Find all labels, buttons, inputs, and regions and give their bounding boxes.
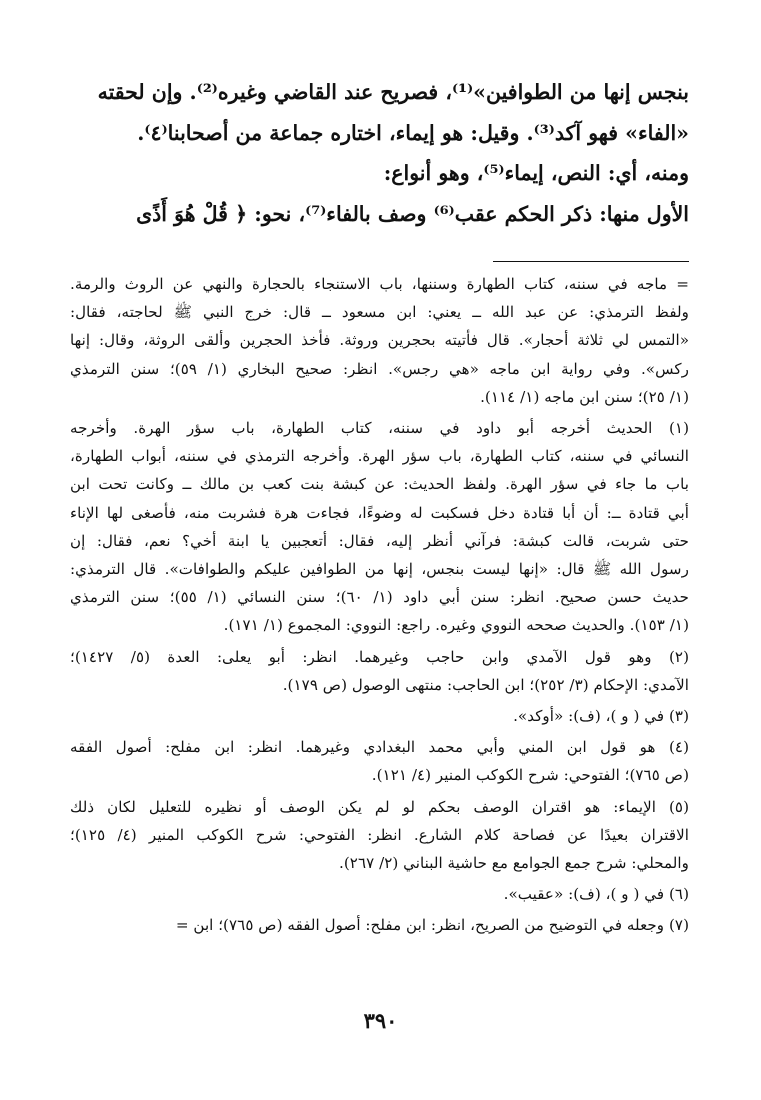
footnote	[70, 880, 689, 908]
footnote	[70, 270, 689, 411]
footnote-line: (٥) الإيماء: هو اقتران الوصف بحكم لو لم يكن الوصف أو نظيره للتعليل لكان ذلك	[70, 797, 689, 816]
footnote-line: (٤) هو قول ابن المني وأبي محمد البغدادي وغيرهما. انظر: ابن مفلح: أصول الفقه	[70, 738, 689, 757]
footnote-line: «التمس لي ثلاثة أحجار». قال فأتيته بحجرين وروثة. فأخذ الحجرين وألقى الروثة، وقال: إنها	[70, 331, 689, 350]
footnote-line: (١/ ١٥٣). والحديث صححه النووي وغيره. راجع: النووي: المجموع (١/ ١٧١).	[223, 616, 689, 635]
footnote-line: حديث حسن صحيح. انظر: سنن أبي داود (١/ ٦٠)؛ سنن النسائي (١/ ٥٥)؛ سنن الترمذي	[70, 588, 689, 607]
footnote-separator	[493, 261, 689, 262]
footnote-line: (١) الحديث أخرجه أبو داود في سننه، كتاب الطهارة، باب سؤر الهرة. وأخرجه	[70, 419, 689, 438]
main-line: الأول منها: ذكر الحكم عقب⁽⁶⁾ وصف بالفاء⁽⁷⁾، نحو: ﴿ قُلْ هُوَ أَذًى	[136, 201, 689, 226]
footnote-line: (٦) في ( و )، (ف): «عقيب».	[503, 885, 689, 904]
footnote-line: ولفظ الترمذي: عن عبد الله ــ يعني: ابن مسعود ــ قال: خرج النبي ﷺ لحاجته، فقال:	[70, 303, 689, 322]
footnote-line: الاقتران بعيدًا عن فصاحة كلام الشارع. انظر: الفتوحي: شرح الكوكب المنير (٤/ ١٢٥)؛	[70, 825, 689, 844]
footnote	[70, 733, 689, 789]
footnote-line: ركس». وفي رواية ابن ماجه «هي رجس». انظر: صحيح البخاري (١/ ٥٩)؛ سنن الترمذي	[70, 359, 689, 378]
footnote-line: = ماجه في سننه، كتاب الطهارة وسننها، باب الاستنجاء بالحجارة والنهي عن الروث والرمة.	[70, 275, 689, 293]
footnote-line: (٧) وجعله في التوضيح من الصريح، انظر: ابن مفلح: أصول الفقه (ص ٧٦٥)؛ ابن =	[175, 916, 689, 935]
footnote-line: (٣) في ( و )، (ف): «أوكد».	[513, 707, 689, 726]
footnote	[70, 702, 689, 730]
footnote	[70, 414, 689, 640]
footnote	[70, 911, 689, 939]
footnote-line: حتى شربت، قالت كبشة: فرآني أنظر إليه، فقال: أتعجبين يا ابنة أخي؟ نعم، فقال: إن	[70, 531, 689, 550]
footnote-line: أبي قتادة ــ: أن أبا قتادة دخل فسكبت له وضوءًا، فجاءت هرة فشربت منه، فأصغى لها الإناء	[70, 503, 689, 522]
main-text	[70, 72, 689, 234]
footnote-line: باب ما جاء في سؤر الهرة. ولفظ الحديث: عن كبشة بنت كعب بن مالك ــ وكانت تحت ابن	[70, 475, 689, 494]
page-number: ٣٩٠	[363, 1008, 398, 1033]
footnote-line: الآمدي: الإحكام (٣/ ٢٥٢)؛ ابن الحاجب: منتهى الوصول (ص ١٧٩).	[282, 675, 689, 694]
footnote-line: النسائي في سننه، كتاب الطهارة، باب سؤر الهرة. وأخرجه الترمذي في سننه، أبواب الطهارة،	[70, 447, 689, 466]
footnote	[70, 643, 689, 699]
footnote-line: رسول الله ﷺ قال: «إنها ليست بنجس، إنها من الطوافين عليكم والطوافات». قال الترمذي:	[70, 560, 689, 579]
footnotes	[70, 270, 689, 940]
footnote-line: (٢) وهو قول الآمدي وابن حاجب وغيرهما. انظر: أبو يعلى: العدة (٥/ ١٤٢٧)؛	[70, 647, 689, 666]
main-line: «الفاء» فهو آكد⁽³⁾. وقيل: هو إيماء، اختاره جماعة من أصحابنا⁽٤⁾.	[137, 120, 689, 145]
footnote-line: والمحلي: شرح جمع الجوامع مع حاشية البناني (٢/ ٢٦٧).	[339, 854, 689, 873]
footnote-line: (١/ ٢٥)؛ سنن ابن ماجه (١/ ١١٤).	[480, 387, 689, 406]
main-line: بنجس إنها من الطوافين»⁽¹⁾، فصريح عند القاضي وغيره⁽²⁾. وإن لحقته	[97, 80, 689, 104]
footnote	[70, 793, 689, 878]
footnote-line: (ص ٧٦٥)؛ الفتوحي: شرح الكوكب المنير (٤/ ١٢١).	[371, 766, 689, 785]
main-line: ومنه، أي: النص، إيماء⁽⁵⁾، وهو أنواع:	[383, 161, 689, 185]
